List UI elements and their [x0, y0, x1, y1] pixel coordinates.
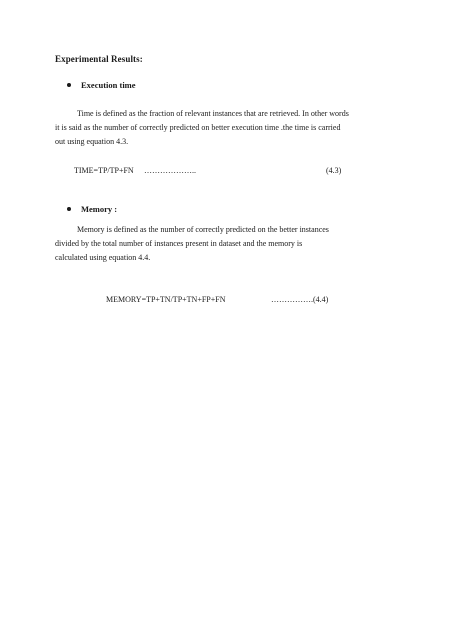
time-equation-number: (4.3)	[326, 166, 342, 175]
bullet-title-memory: Memory :	[81, 204, 118, 214]
section-title: Experimental Results:	[55, 54, 143, 64]
memory-paragraph-line: calculated using equation 4.4.	[55, 253, 151, 262]
bullet-title-execution: Execution time	[81, 80, 136, 90]
memory-paragraph-line: divided by the total number of instances present in dataset and the memory is	[55, 239, 303, 248]
execution-paragraph-line: Time is defined as the fraction of relevant instances that are retrieved. In other words	[77, 109, 349, 118]
execution-paragraph-line: it is said as the number of correctly predicted on better execution time .the time is carried	[55, 123, 341, 132]
bullet-icon	[67, 83, 71, 87]
time-equation-dots: ………………..	[144, 166, 196, 175]
execution-paragraph	[55, 107, 407, 149]
bullet-icon	[67, 207, 71, 211]
memory-equation: MEMORY=TP+TN/TP+TN+FP+FN	[106, 295, 226, 304]
memory-paragraph	[55, 223, 395, 265]
memory-paragraph-line: Memory is defined as the number of correctly predicted on the better instances	[77, 225, 329, 234]
time-equation: TIME=TP/TP+FN	[74, 166, 134, 175]
bullet-execution-time	[67, 80, 136, 90]
memory-equation-tail: …………….(4.4)	[271, 295, 329, 304]
execution-paragraph-line: out using equation 4.3.	[55, 137, 129, 146]
bullet-memory	[67, 204, 117, 214]
